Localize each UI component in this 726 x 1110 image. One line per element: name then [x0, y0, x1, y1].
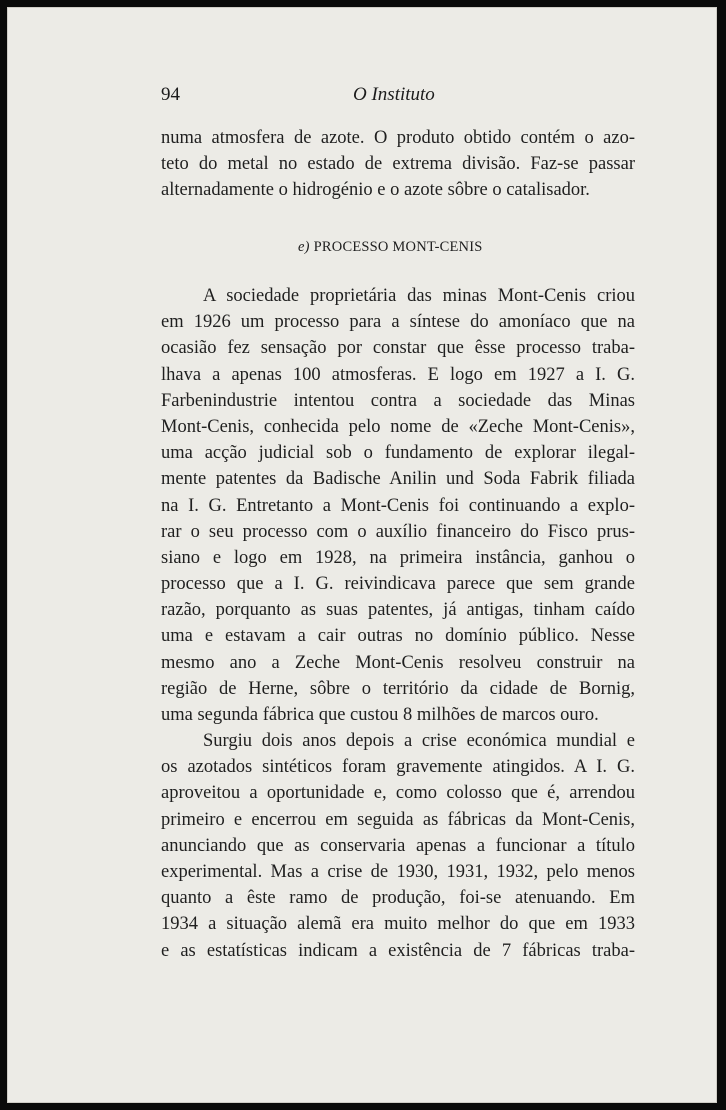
- running-title: O Instituto: [353, 84, 435, 105]
- text-line: primeiro e encerrou em seguida as fábricas da Mont-Cenis,: [161, 809, 635, 830]
- text-line: Surgiu dois anos depois a crise económica mundial e: [203, 731, 635, 751]
- intro-text: [161, 125, 635, 204]
- text-line: aproveitou a oportunidade e, como colosso que é, arrendou: [161, 783, 635, 804]
- paragraph-1: [161, 283, 635, 728]
- text-line: teto do metal no estado de extrema divisão. Faz-se passar: [161, 154, 635, 175]
- text-line: 1934 a situação alemã era muito melhor do que em 1933: [161, 914, 635, 935]
- text-line: na I. G. Entretanto a Mont-Cenis foi continuando a explo-: [161, 495, 635, 516]
- text-line: A sociedade proprietária das minas Mont-Cenis criou: [203, 286, 635, 306]
- text-line: em 1926 um processo para a síntese do amoníaco que na: [161, 312, 635, 333]
- text-line: quanto a êste ramo de produção, foi-se atenuando. Em: [161, 888, 635, 909]
- text-line: ocasião fez sensação por constar que êsse processo traba-: [161, 338, 635, 359]
- text-line: numa atmosfera de azote. O produto obtido contém o azo-: [161, 128, 635, 148]
- text-line: razão, porquanto as suas patentes, já antigas, tinham caído: [161, 600, 635, 621]
- section-heading: [298, 239, 483, 256]
- book-page: [7, 7, 717, 1103]
- text-line: e as estatísticas indicam a existência de 7 fábricas traba-: [161, 940, 635, 961]
- page-number: 94: [161, 84, 180, 105]
- section-title: PROCESSO MONT-CENIS: [313, 239, 483, 255]
- text-line: siano e logo em 1928, na primeira instância, ganhou o: [161, 547, 635, 568]
- text-line: mente patentes da Badische Anilin und Soda Fabrik filiada: [161, 469, 635, 490]
- text-line: região de Herne, sôbre o território da cidade de Bornig,: [161, 678, 635, 699]
- text-line: lhava a apenas 100 atmosferas. E logo em 1927 a I. G.: [161, 364, 635, 385]
- text-line: processo que a I. G. reivindicava parece que sem grande: [161, 574, 635, 595]
- text-line: uma segunda fábrica que custou 8 milhões de marcos ouro.: [161, 705, 599, 725]
- text-line: mesmo ano a Zeche Mont-Cenis resolveu construir na: [161, 652, 635, 673]
- text-line: os azotados sintéticos foram gravemente atingidos. A I. G.: [161, 757, 635, 778]
- section-letter: e): [298, 239, 310, 255]
- text-line: uma e estavam a cair outras no domínio público. Nesse: [161, 626, 635, 647]
- paragraph-2: [161, 728, 635, 964]
- text-line: anunciando que as conservaria apenas a funcionar a título: [161, 835, 635, 856]
- text-line: alternadamente o hidrogénio e o azote sôbre o catalisador.: [161, 180, 590, 201]
- text-line: rar o seu processo com o auxílio financeiro do Fisco prus-: [161, 521, 635, 542]
- text-line: uma acção judicial sob o fundamento de explorar ilegal-: [161, 443, 635, 464]
- text-line: Mont-Cenis, conhecida pelo nome de «Zeche Mont-Cenis»,: [161, 416, 635, 437]
- page-header: [161, 84, 641, 114]
- text-line: Farbenindustrie intentou contra a sociedade das Minas: [161, 390, 635, 411]
- text-line: experimental. Mas a crise de 1930, 1931, 1932, pelo menos: [161, 861, 635, 882]
